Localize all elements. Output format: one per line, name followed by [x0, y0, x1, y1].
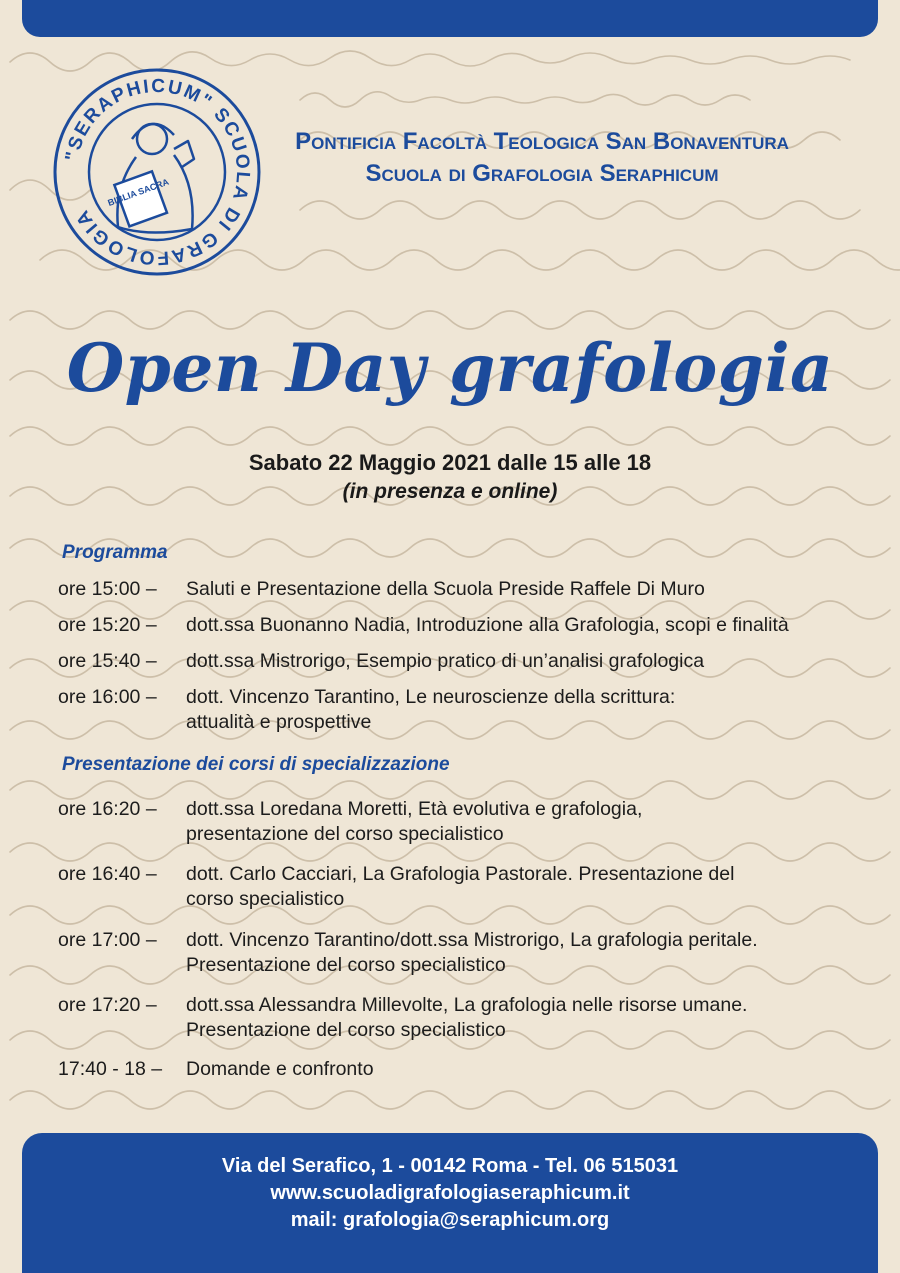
programma-schedule	[58, 577, 858, 737]
schedule-line: dott.ssa Loredana Moretti, Età evolutiva e grafologia,	[186, 798, 643, 820]
schedule-line: presentazione del corso specialistico	[186, 823, 504, 845]
schedule-line: dott. Vincenzo Tarantino, Le neuroscienze della scrittura:	[186, 686, 676, 708]
school-name: Scuola di Grafologia Seraphicum	[365, 160, 719, 187]
schedule-line: attualità e prospettive	[186, 711, 372, 733]
schedule-time: ore 17:20 –	[58, 994, 157, 1016]
schedule-desc	[186, 862, 734, 912]
institution-name	[272, 126, 812, 190]
schedule-line: Domande e confronto	[186, 1058, 374, 1080]
schedule-time: ore 15:40 –	[58, 650, 157, 672]
schedule-desc	[186, 1057, 374, 1082]
schedule-desc	[186, 649, 704, 674]
contact-address: Via del Serafico, 1 - 00142 Roma - Tel. 06 515031	[221, 1155, 679, 1177]
schedule-desc	[186, 797, 642, 847]
schedule-line: dott.ssa Buonanno Nadia, Introduzione alla Grafologia, scopi e finalità	[186, 614, 789, 636]
schedule-time: ore 16:20 –	[58, 798, 157, 820]
event-date-block	[0, 448, 900, 506]
contact-website: www.scuoladigrafologiaseraphicum.it	[270, 1182, 630, 1204]
event-mode: (in presenza e online)	[342, 480, 558, 503]
schedule-line: Presentazione del corso specialistico	[186, 954, 506, 976]
schedule-line: dott.ssa Alessandra Millevolte, La grafologia nelle risorse umane.	[186, 994, 748, 1016]
schedule-desc	[186, 613, 789, 638]
programma-heading: Programma	[62, 542, 168, 563]
svg-text:BIBLIA SACRA: BIBLIA SACRA	[106, 176, 171, 208]
contact-mail: mail: grafologia@seraphicum.org	[290, 1209, 610, 1231]
schedule-time: ore 17:00 –	[58, 929, 157, 951]
schedule-desc	[186, 993, 747, 1043]
school-seal-logo	[52, 67, 262, 277]
schedule-line: dott.ssa Mistrorigo, Esempio pratico di un’analisi grafologica	[186, 650, 705, 672]
schedule-line: Presentazione del corso specialistico	[186, 1019, 506, 1041]
top-banner	[22, 0, 878, 37]
svg-text:"SERAPHICUM" SCUOLA DI GRAFOLO: "SERAPHICUM" SCUOLA DI GRAFOLOGIA	[61, 75, 254, 269]
schedule-desc	[186, 928, 758, 978]
schedule-line: dott. Vincenzo Tarantino/dott.ssa Mistrorigo, La grafologia peritale.	[186, 929, 758, 951]
event-title: Open Day grafologia	[66, 329, 834, 407]
schedule-desc	[186, 685, 675, 735]
schedule-time: ore 16:40 –	[58, 863, 157, 885]
contact-lines	[22, 1153, 878, 1234]
faculty-name: Pontificia Facoltà Teologica San Bonaventura	[295, 128, 789, 155]
schedule-time: ore 16:00 –	[58, 686, 157, 708]
corsi-heading: Presentazione dei corsi di specializzazione	[62, 754, 450, 775]
contact-footer	[22, 1133, 878, 1273]
schedule-desc	[186, 577, 705, 602]
schedule-line: Saluti e Presentazione della Scuola Preside Raffele Di Muro	[186, 578, 705, 600]
schedule-line: dott. Carlo Cacciari, La Grafologia Pastorale. Presentazione del	[186, 863, 735, 885]
event-date: Sabato 22 Maggio 2021 dalle 15 alle 18	[248, 450, 652, 475]
corsi-schedule	[58, 797, 858, 1087]
schedule-time: ore 15:00 –	[58, 578, 157, 600]
schedule-time: ore 15:20 –	[58, 614, 157, 636]
schedule-time: 17:40 - 18 –	[58, 1058, 163, 1080]
schedule-line: corso specialistico	[186, 888, 345, 910]
